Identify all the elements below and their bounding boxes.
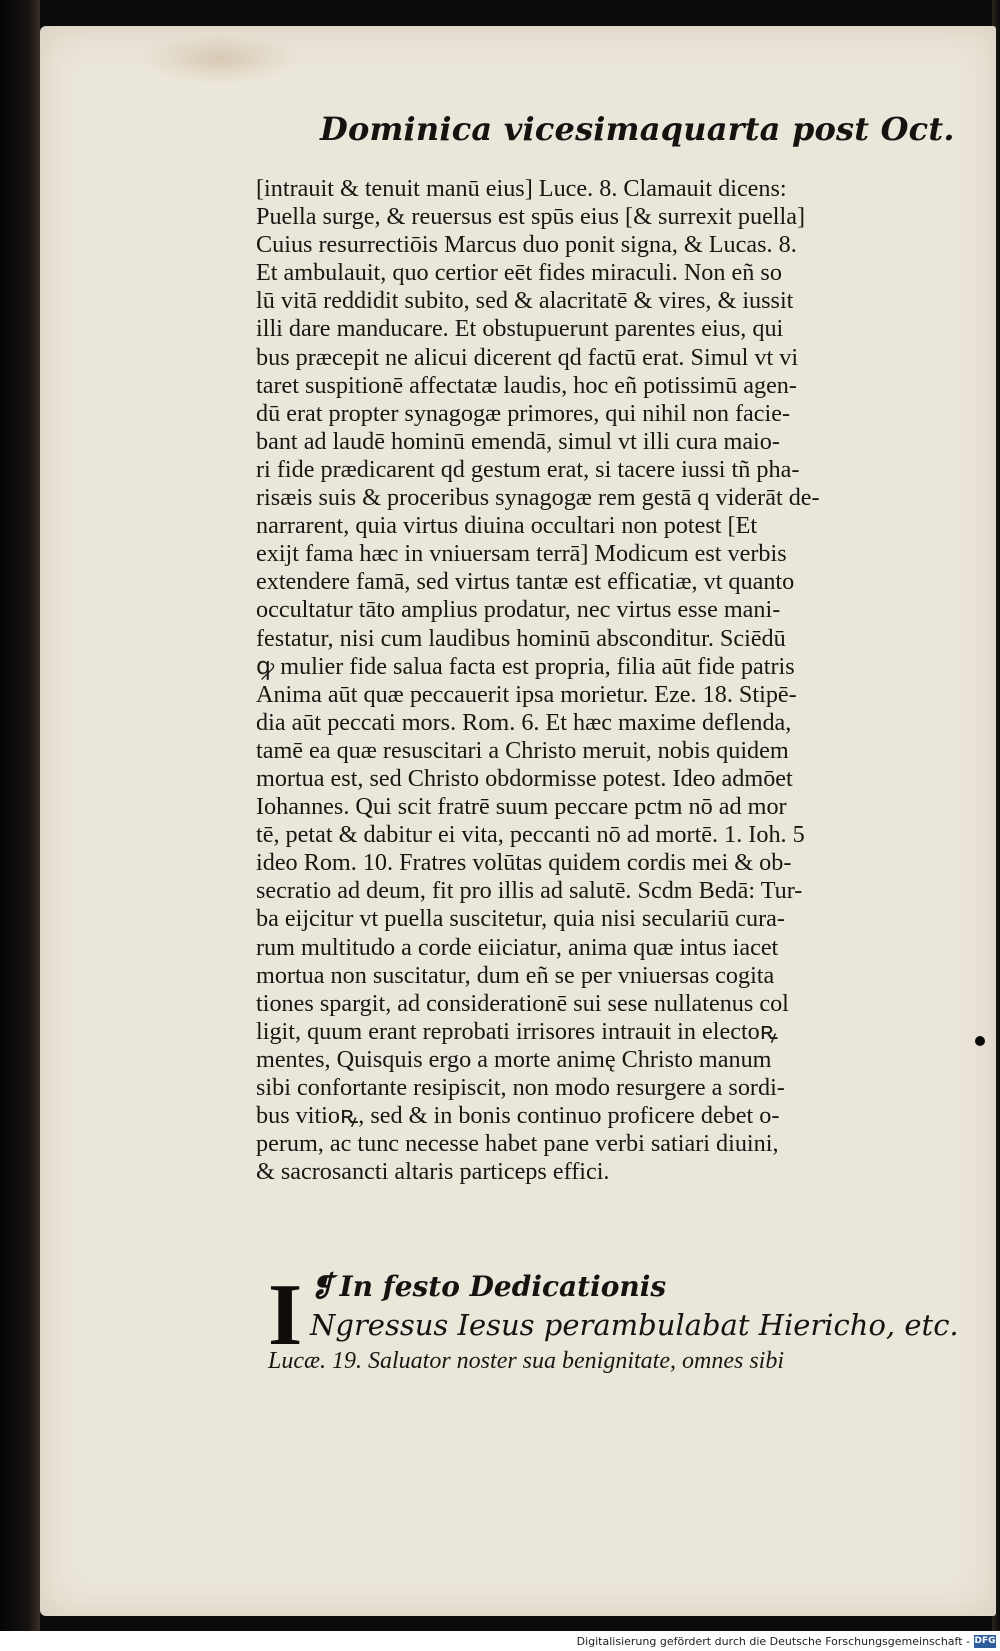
text-line: perum, ac tunc necesse habet pane verbi satiari diuini, (256, 1130, 779, 1158)
body-text (256, 175, 916, 1186)
drop-cap: I (268, 1267, 303, 1364)
text-line: exijt fama hæc in vniuersam terrā] Modicum est verbis (256, 540, 787, 568)
text-line: secratio ad deum, fit pro illis ad salutē. Scdm Bedā: Tur- (256, 877, 803, 905)
section-incipit: Ngressus Iesus perambulabat Hiericho, etc. (310, 1308, 959, 1342)
text-line: bus vitioꝶ, sed & in bonis continuo proficere debet o- (256, 1102, 780, 1130)
text-line: dū erat propter synagogæ primores, qui nihil non facie- (256, 399, 791, 427)
text-line: Cuius resurrectiōis Marcus duo ponit signa, & Lucas. 8. (256, 231, 797, 259)
text-line: ri fide prædicarent qd gestum erat, si tacere iussi tñ pha- (256, 455, 800, 483)
text-line: lū vitā reddidit subito, sed & alacritatē & vires, & iussit (256, 287, 794, 315)
text-line: ꝙ mulier fide salua facta est propria, filia aūt fide patris (256, 652, 795, 680)
text-line: narrarent, quia virtus diuina occultari non potest [Et (256, 512, 758, 540)
text-line: sibi confortante resipiscit, non modo resurgere a sordi- (256, 1074, 785, 1101)
text-line: rum multitudo a corde eiiciatur, anima quæ intus iacet (256, 933, 779, 961)
text-line: ideo Rom. 10. Fratres volūtas quidem cordis mei & ob- (256, 849, 792, 877)
paper-stain (140, 34, 300, 84)
dfg-logo[interactable]: DFG (974, 1636, 996, 1646)
text-line: risæis suis & proceribus synagogæ rem gestā q viderāt de- (256, 484, 820, 512)
section-first-line: Lucæ. 19. Saluator noster sua benignitate, omnes sibi (268, 1348, 784, 1374)
text-line: dia aūt peccati mors. Rom. 6. Et hæc maxime deflenda, (256, 708, 792, 736)
text-line: festatur, nisi cum laudibus hominū absconditur. Sciēdū (256, 624, 786, 652)
text-line: ba eijcitur vt puella suscitetur, quia nisi seculariū cura- (256, 905, 785, 933)
text-line: Et ambulauit, quo certior eēt fides miraculi. Non eñ so (256, 259, 782, 287)
text-line: bant ad laudē hominū emendā, simul vt illi cura maio- (256, 427, 780, 455)
text-line: bus præcepit ne alicui dicerent qd factū erat. Simul vt vi (256, 343, 799, 371)
pilcrow-icon: ❡ (310, 1270, 334, 1303)
margin-dot (975, 1036, 985, 1046)
text-line: occultatur tāto amplius prodatur, nec virtus esse mani- (256, 596, 781, 624)
footer-bar (0, 1631, 1000, 1651)
text-line: tamē ea quæ resuscitari a Christo meruit, nobis quidem (256, 736, 789, 764)
text-line: extendere famā, sed virtus tantæ est efficatiæ, vt quanto (256, 568, 795, 596)
text-line: Iohannes. Qui scit fratrē suum peccare pctm nō ad mor (256, 793, 787, 821)
text-line: Puella surge, & reuersus est spūs eius [& surrexit puella] (256, 203, 806, 231)
text-line: ligit, quum erant reprobati irrisores intrauit in electoꝶ (256, 1017, 778, 1045)
book-binding-edge (0, 0, 40, 1651)
footer-credit: Digitalisierung gefördert durch die Deutsche Forschungsgemeinschaft - (576, 1635, 970, 1648)
section-title-text: In festo Dedicationis (339, 1270, 667, 1303)
text-line: [intrauit & tenuit manū eius] Luce. 8. Clamauit dicens: (256, 175, 787, 202)
section-title (310, 1270, 666, 1303)
text-line: taret suspitionē affectatæ laudis, hoc eñ potissimū agen- (256, 371, 797, 399)
text-line: tē, petat & dabitur ei vita, peccanti nō ad mortē. 1. Ioh. 5 (256, 821, 805, 849)
running-head: Dominica vicesimaquarta post Oct. (320, 110, 955, 148)
text-line: illi dare manducare. Et obstupuerunt parentes eius, qui (256, 315, 784, 343)
text-line: & sacrosancti altaris particeps effici. (256, 1158, 610, 1186)
text-line: mentes, Quisquis ergo a morte animę Christo manum (256, 1045, 772, 1073)
text-line: mortua non suscitatur, dum eñ se per vniuersas cogita (256, 961, 775, 989)
text-line: Anima aūt quæ peccauerit ipsa morietur. Eze. 18. Stipē- (256, 680, 797, 708)
text-line: tiones spargit, ad considerationē sui sese nullatenus col (256, 989, 789, 1017)
text-line: mortua est, sed Christo obdormisse potest. Ideo admōet (256, 764, 793, 792)
